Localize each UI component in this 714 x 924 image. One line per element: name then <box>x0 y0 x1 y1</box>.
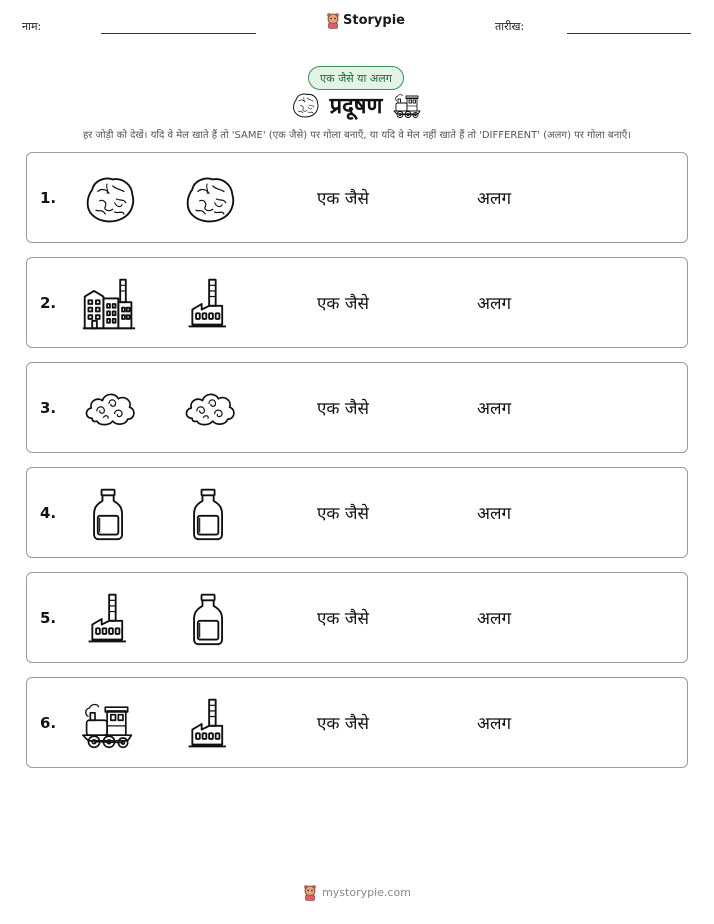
train-icon <box>392 90 424 120</box>
different-option[interactable]: अलग <box>477 294 512 314</box>
date-field-line[interactable] <box>567 33 691 34</box>
pair-row-6 <box>26 677 688 768</box>
factory-icon <box>183 276 239 332</box>
same-option[interactable]: एक जैसे <box>317 189 369 209</box>
factory-icon <box>83 591 139 647</box>
footer <box>0 884 714 901</box>
factory-icon <box>183 696 239 752</box>
train-icon <box>81 696 137 752</box>
rock-icon <box>290 90 320 120</box>
same-option[interactable]: एक जैसे <box>317 294 369 314</box>
smog-cloud-icon <box>181 381 237 437</box>
different-option[interactable]: अलग <box>477 714 512 734</box>
date-label: तारीख: <box>495 20 525 33</box>
same-option[interactable]: एक जैसे <box>317 399 369 419</box>
bottle-icon <box>181 486 237 542</box>
footer-site-link[interactable]: mystorypie.com <box>322 886 411 899</box>
storypie-mascot-icon <box>326 12 340 29</box>
row-number: 3. <box>40 398 57 417</box>
pair-row-4 <box>26 467 688 558</box>
row-number: 1. <box>40 188 57 207</box>
page-title: प्रदूषण <box>329 94 383 119</box>
instructions: हर जोड़ी को देखें। यदि वे मेल खाते हैं तो 'SAME' (एक जैसे) पर गोला बनाएँ, या यदि वे मेल नहीं खाते हैं तो 'DIFFERENT' (अलग) पर गोला बनाएँ। <box>82 130 632 141</box>
same-option[interactable]: एक जैसे <box>317 609 369 629</box>
pair-row-1 <box>26 152 688 243</box>
smog-cloud-icon <box>81 381 137 437</box>
rock-icon <box>81 171 137 227</box>
brand-name: Storypie <box>343 13 405 28</box>
row-number: 5. <box>40 608 57 627</box>
same-option[interactable]: एक जैसे <box>317 714 369 734</box>
brand-logo <box>326 12 405 29</box>
bottle-icon <box>81 486 137 542</box>
different-option[interactable]: अलग <box>477 609 512 629</box>
pair-row-5 <box>26 572 688 663</box>
storypie-mascot-icon <box>303 884 317 901</box>
bottle-icon <box>181 591 237 647</box>
row-number: 6. <box>40 713 57 732</box>
title-row <box>0 90 714 120</box>
different-option[interactable]: अलग <box>477 189 512 209</box>
rock-icon <box>181 171 237 227</box>
pair-row-3 <box>26 362 688 453</box>
different-option[interactable]: अलग <box>477 504 512 524</box>
name-label: नाम: <box>22 20 42 33</box>
city-factory-icon <box>81 276 137 332</box>
row-number: 4. <box>40 503 57 522</box>
pair-row-2 <box>26 257 688 348</box>
activity-type-badge: एक जैसे या अलग <box>308 66 404 90</box>
same-option[interactable]: एक जैसे <box>317 504 369 524</box>
different-option[interactable]: अलग <box>477 399 512 419</box>
row-number: 2. <box>40 293 57 312</box>
name-field-line[interactable] <box>101 33 256 34</box>
